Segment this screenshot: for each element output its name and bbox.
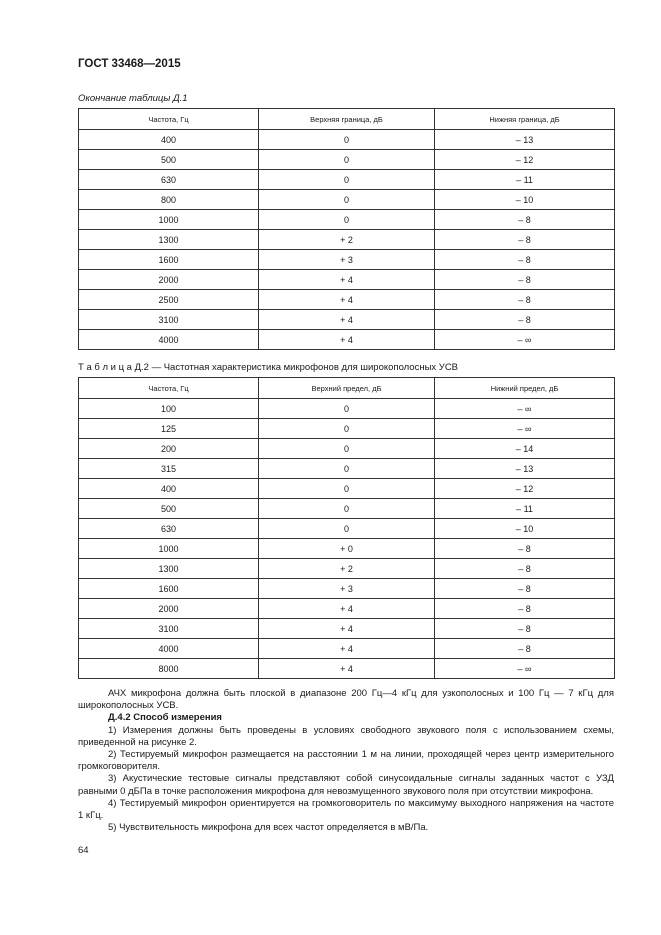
method-item-1: 1) Измерения должны быть проведены в условиях свободного звукового поля с использованием схемы, приведенной на рисунке 2.: [78, 724, 614, 748]
table-row: [79, 539, 615, 559]
table-cell: + 3: [259, 250, 435, 270]
table-row: [79, 310, 615, 330]
table-row: [79, 439, 615, 459]
table-cell: 500: [79, 499, 259, 519]
table2-caption: Т а б л и ц а Д.2 — Частотная характеристика микрофонов для широкополосных УСВ: [78, 362, 459, 373]
table-cell: + 4: [259, 310, 435, 330]
table-cell: 1000: [79, 210, 259, 230]
table2: [78, 377, 615, 679]
table-cell: – 8: [435, 290, 615, 310]
method-item-4: 4) Тестируемый микрофон ориентируется на громкоговоритель по максимуму выходного напряжения на частоте 1 кГц.: [78, 797, 614, 822]
table-cell: 800: [79, 190, 259, 210]
table-cell: 1300: [79, 559, 259, 579]
table-cell: + 2: [259, 230, 435, 250]
table-cell: + 4: [259, 270, 435, 290]
table2-header-row: [79, 378, 615, 399]
table-cell: 8000: [79, 659, 259, 679]
table-cell: – 14: [435, 439, 615, 459]
table1-col-frequency: Частота, Гц: [79, 109, 259, 130]
table-cell: 0: [259, 519, 435, 539]
table1: [78, 108, 615, 350]
table-cell: – 8: [435, 639, 615, 659]
table-cell: 0: [259, 499, 435, 519]
table-cell: – 8: [435, 619, 615, 639]
table1-col-upper: Верхняя граница, дБ: [259, 109, 435, 130]
table-row: [79, 330, 615, 350]
method-item-2: 2) Тестируемый микрофон размещается на расстоянии 1 м на линии, проходящей через центр измерительного громкоговорителя.: [78, 749, 614, 773]
table2-col-frequency: Частота, Гц: [79, 378, 259, 399]
table-cell: – 8: [435, 250, 615, 270]
table-cell: + 4: [259, 330, 435, 350]
table-row: [79, 559, 615, 579]
table-cell: 0: [259, 210, 435, 230]
standard-header: ГОСТ 33468—2015: [78, 58, 181, 70]
table-cell: 0: [259, 399, 435, 419]
table-row: [79, 230, 615, 250]
table-cell: + 4: [259, 639, 435, 659]
paragraph-ach: АЧХ микрофона должна быть плоской в диапазоне 200 Гц—4 кГц для узкополосных и 100 Гц — 7 кГц для широкополосных УСВ.: [78, 688, 614, 712]
table-row: [79, 170, 615, 190]
table-cell: 500: [79, 150, 259, 170]
table-cell: 125: [79, 419, 259, 439]
table-cell: 315: [79, 459, 259, 479]
table-cell: 3100: [79, 310, 259, 330]
table-row: [79, 150, 615, 170]
table-row: [79, 459, 615, 479]
table-cell: 2000: [79, 599, 259, 619]
table2-col-upper: Верхний предел, дБ: [259, 378, 435, 399]
table-cell: – 13: [435, 130, 615, 150]
table1-col-lower: Нижняя граница, дБ: [435, 109, 615, 130]
table-cell: 630: [79, 170, 259, 190]
table-cell: 0: [259, 419, 435, 439]
table-cell: – 8: [435, 579, 615, 599]
table-cell: + 4: [259, 599, 435, 619]
table2-col-lower: Нижний предел, дБ: [435, 378, 615, 399]
table-cell: – ∞: [435, 399, 615, 419]
method-item-3: 3) Акустические тестовые сигналы представляют собой синусоидальные сигналы заданных частот с УЗД равными 0 дБПа в точке расположения микрофона для невозмущенного звукового поля при отсутствии микрофона.: [78, 773, 614, 797]
table-cell: 0: [259, 150, 435, 170]
page-number: 64: [78, 845, 89, 856]
table-row: [79, 499, 615, 519]
table-cell: 400: [79, 479, 259, 499]
table-cell: – 8: [435, 559, 615, 579]
table-row: [79, 619, 615, 639]
table-cell: 400: [79, 130, 259, 150]
table-cell: 4000: [79, 330, 259, 350]
table-cell: 100: [79, 399, 259, 419]
table-cell: + 2: [259, 559, 435, 579]
table-cell: – 8: [435, 210, 615, 230]
table-cell: 0: [259, 130, 435, 150]
table-cell: – 8: [435, 230, 615, 250]
subheading-method: Д.4.2 Способ измерения: [108, 712, 222, 724]
table-cell: – 8: [435, 539, 615, 559]
table-cell: – ∞: [435, 419, 615, 439]
table-cell: – 8: [435, 270, 615, 290]
table-cell: 630: [79, 519, 259, 539]
table-row: [79, 210, 615, 230]
table-row: [79, 479, 615, 499]
table-cell: 0: [259, 190, 435, 210]
table-cell: 0: [259, 459, 435, 479]
table-cell: + 0: [259, 539, 435, 559]
table-cell: 4000: [79, 639, 259, 659]
table-cell: 0: [259, 439, 435, 459]
table-cell: + 3: [259, 579, 435, 599]
table-row: [79, 190, 615, 210]
table-cell: – 12: [435, 479, 615, 499]
table-cell: 2500: [79, 290, 259, 310]
table-row: [79, 130, 615, 150]
table-cell: – 11: [435, 499, 615, 519]
table-cell: 3100: [79, 619, 259, 639]
table-cell: 200: [79, 439, 259, 459]
table-cell: – 10: [435, 190, 615, 210]
table-row: [79, 639, 615, 659]
table-cell: – ∞: [435, 659, 615, 679]
table-cell: – ∞: [435, 330, 615, 350]
table-cell: 0: [259, 479, 435, 499]
table-cell: 1300: [79, 230, 259, 250]
table-row: [79, 399, 615, 419]
table-cell: 1600: [79, 579, 259, 599]
table1-header-row: [79, 109, 615, 130]
table-cell: + 4: [259, 659, 435, 679]
table-row: [79, 419, 615, 439]
table-row: [79, 250, 615, 270]
table-row: [79, 599, 615, 619]
table-cell: 0: [259, 170, 435, 190]
table-cell: – 8: [435, 599, 615, 619]
method-item-5: 5) Чувствительность микрофона для всех частот определяется в мВ/Па.: [108, 822, 429, 834]
table-row: [79, 579, 615, 599]
table1-caption: Окончание таблицы Д.1: [78, 93, 188, 104]
table-cell: 2000: [79, 270, 259, 290]
table-row: [79, 659, 615, 679]
table-cell: + 4: [259, 619, 435, 639]
table-cell: 1000: [79, 539, 259, 559]
table-cell: – 11: [435, 170, 615, 190]
table-cell: – 13: [435, 459, 615, 479]
table-row: [79, 519, 615, 539]
table-row: [79, 270, 615, 290]
table-cell: + 4: [259, 290, 435, 310]
table-cell: – 8: [435, 310, 615, 330]
table-cell: – 10: [435, 519, 615, 539]
table-row: [79, 290, 615, 310]
table-cell: – 12: [435, 150, 615, 170]
table-cell: 1600: [79, 250, 259, 270]
body-text: [78, 688, 614, 834]
